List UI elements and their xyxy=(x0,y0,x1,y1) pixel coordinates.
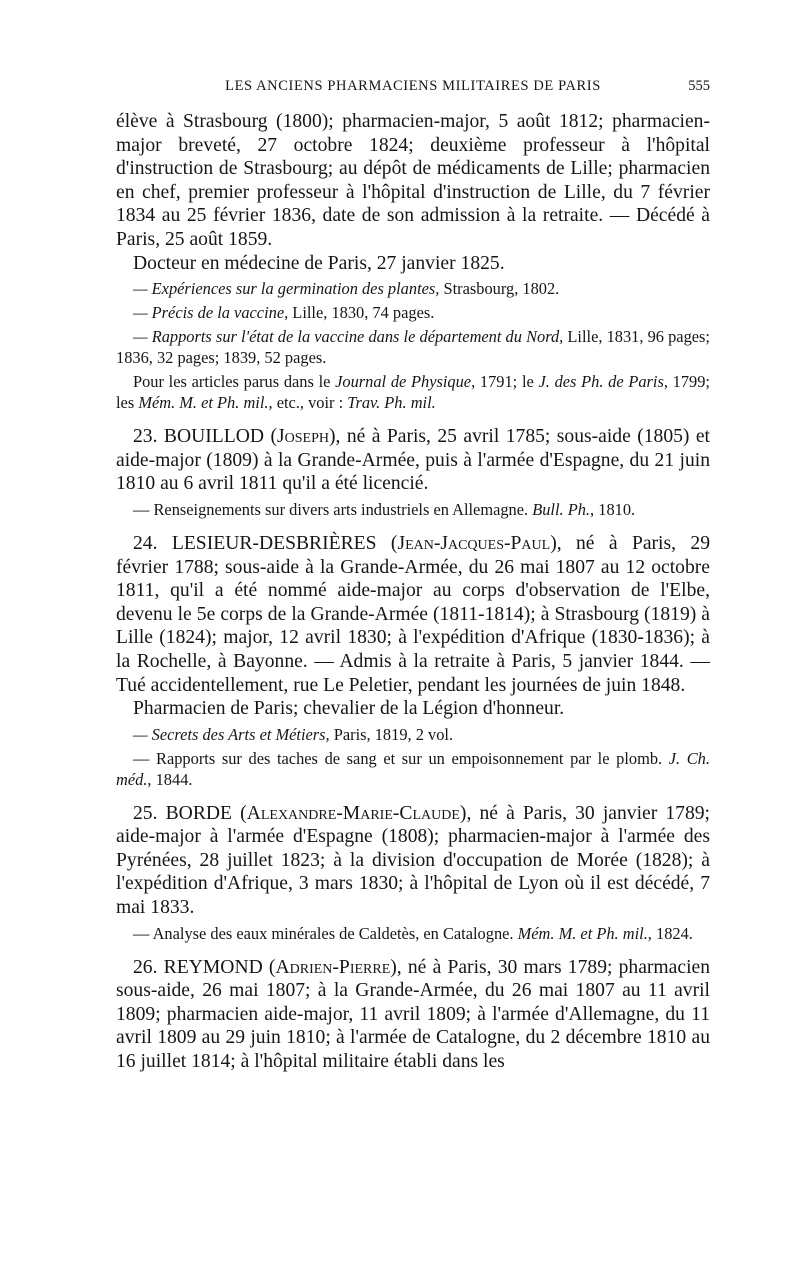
entry-22-work-3 xyxy=(116,326,710,368)
entry-23-work: — Renseignements sur divers arts industriels en Allemagne. Bull. Ph., 1810. xyxy=(133,499,636,519)
entry-24: 24. LESIEUR-DESBRIÈRES (Jean-Jacques-Paul), né à Paris, 29 février 1788; sous-aide à la Grande-Armée, du 26 mai 1807 au 12 octobre 1811, qu'il a été nommé aide-major au corps d'observation de l'Elbe, devenu le 5e corps de la Grande-Armée (1811-1814); à Strasbourg (1819) à Lille (1824); major, 12 avril 1830; à l'expédition d'Afrique (1830-1836); à la Rochelle, à Bayonne. — Admis à la retraite à Paris, 5 janvier 1844. — Tué accidentellement, rue Le Peletier, pendant les journées de juin 1848. xyxy=(116,532,711,696)
entry-22-articles: Pour les articles parus dans le Journal de Physique, 1791; le J. des Ph. de Paris, 1799; les Mém. M. et Ph. mil., etc., voir : Trav. Ph. mil. xyxy=(116,372,710,413)
entry-22-degree: Docteur en médecine de Paris, 27 janvier 1825. xyxy=(133,252,505,274)
entry-22-work-2 xyxy=(116,302,710,323)
entry-23-given-name: Joseph xyxy=(277,426,329,448)
work-title: — Rapports sur l'état de la vaccine dans le département du Nord, xyxy=(133,327,564,347)
running-header xyxy=(116,76,710,98)
entry-26: 26. REYMOND (Adrien-Pierre), né à Paris, 30 mars 1789; pharmacien sous-aide, 26 mai 1807; à la Grande-Armée, du 26 mai 1807 au 11 avril 1809; pharmacien aide-major, 11 avril 1809; à l'armée d'Allemagne, du 11 avril 1809 au 29 juin 1810; à l'armée de Catalogne, du 2 décembre 1810 au 16 juillet 1814; à l'hôpital militaire établi dans les xyxy=(116,956,711,1073)
entry-25-given-name: Alexandre-Marie-Claude xyxy=(246,802,460,824)
work-title: — Expériences sur la germination des plantes, xyxy=(133,279,440,299)
entry-22-work-1 xyxy=(116,278,710,299)
running-title: LES ANCIENS PHARMACIENS MILITAIRES DE PARIS xyxy=(225,78,601,94)
work-title: — Précis de la vaccine, xyxy=(133,303,289,323)
work-publication: Lille, 1831, 96 pages; 1836, 32 pages; 1839, 52 pages. xyxy=(116,327,710,368)
entry-23: 23. BOUILLOD (Joseph), né à Paris, 25 avril 1785; sous-aide (1805) et aide-major (1809) à la Grande-Armée, puis à l'armée d'Espagne, du 21 juin 1810 au 6 avril 1811 qu'il a été licencié. xyxy=(116,426,710,495)
entry-24-given-name: Jean-Jacques-Paul xyxy=(397,532,551,554)
entry-24-work-2: — Rapports sur des taches de sang et sur un empoisonnement par le plomb. J. Ch. méd., 1844. xyxy=(116,748,710,789)
page-number: 555 xyxy=(688,78,710,94)
entry-22-continuation: élève à Strasbourg (1800); pharmacien-major, 5 août 1812; pharmacien-major breveté, 27 octobre 1824; deuxième professeur à l'hôpital d'instruction de Strasbourg; au dépôt de médicaments de Lille; pharmacien en chef, premier professeur à l'hôpital d'instruction de Lille, du 7 février 1834 au 25 février 1836, date de son admission à la retraite. — Décédé à Paris, 25 août 1859. xyxy=(116,111,710,250)
entry-25: 25. BORDE (Alexandre-Marie-Claude), né à Paris, 30 janvier 1789; aide-major à l'armée d'Espagne (1808); pharmacien-major à l'armée des Pyrénées, 28 juillet 1823; à la division d'occupation de Morée (1828); à l'expédition d'Afrique, 3 mars 1830; à l'hôpital de Lyon où il est décédé, 7 mai 1833. xyxy=(116,802,710,919)
entry-24-note: Pharmacien de Paris; chevalier de la Légion d'honneur. xyxy=(133,698,565,720)
work-publication: Lille, 1830, 74 pages. xyxy=(288,303,435,323)
work-publication: Strasbourg, 1802. xyxy=(439,279,560,299)
entry-25-work: — Analyse des eaux minérales de Caldetès, en Catalogne. Mém. M. et Ph. mil., 1824. xyxy=(133,923,693,943)
page-body xyxy=(116,110,710,1074)
entry-26-given-name: Adrien-Pierre xyxy=(275,956,391,978)
entry-24-work-1: — Secrets des Arts et Métiers, Paris, 1819, 2 vol. xyxy=(133,724,454,744)
